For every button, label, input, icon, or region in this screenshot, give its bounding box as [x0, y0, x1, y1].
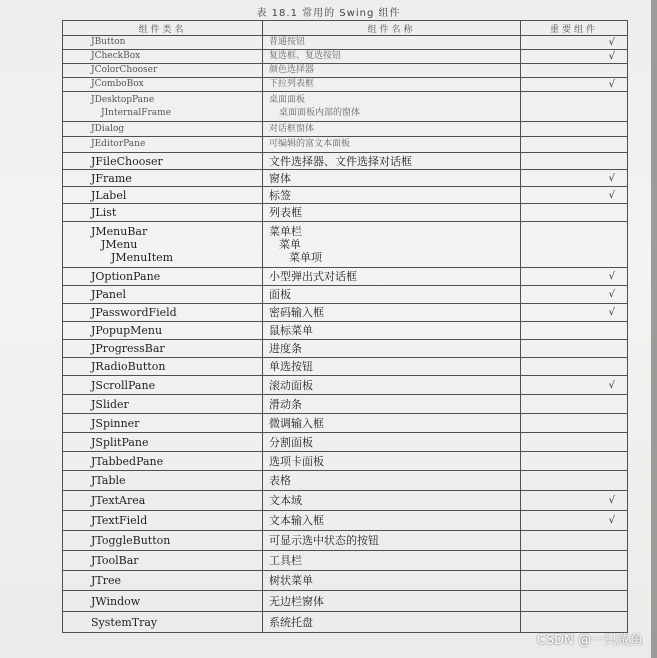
- component-class-cell: [63, 358, 263, 376]
- component-class-cell: [63, 50, 263, 64]
- component-class-cell: [63, 304, 263, 322]
- component-desc-cell: [263, 340, 521, 358]
- important-cell: [521, 511, 628, 531]
- component-desc-text: 微调输入框: [269, 416, 324, 430]
- component-desc-text: 复选框、复选按钮: [269, 51, 342, 61]
- component-class-name: JMenuItem: [111, 251, 174, 264]
- component-class-cell: [63, 286, 263, 304]
- component-class-name: JDialog: [91, 123, 125, 134]
- table-row: [63, 340, 628, 358]
- table-row: [63, 322, 628, 340]
- component-desc-cell: [263, 36, 521, 50]
- component-class-name: JRadioButton: [91, 360, 166, 373]
- component-desc-cell: [263, 358, 521, 376]
- important-cell: [521, 471, 628, 491]
- page-edge: [651, 0, 657, 658]
- component-desc-cell: [263, 286, 521, 304]
- component-class-name: JTabbedPane: [91, 454, 164, 468]
- component-class-name: JMenuBar: [91, 225, 148, 238]
- component-class-name: JSlider: [91, 397, 129, 411]
- table-header-row: [63, 21, 628, 36]
- component-class-cell: [63, 222, 263, 268]
- check-mark-icon: √: [608, 307, 615, 318]
- component-desc-text: 系统托盘: [269, 615, 313, 629]
- component-class-name: JCheckBox: [91, 51, 141, 61]
- component-class-cell: [63, 612, 263, 633]
- component-class-name: JInternalFrame: [101, 107, 172, 118]
- component-class-name: JSplitPane: [91, 435, 149, 449]
- component-desc-cell: [263, 78, 521, 92]
- component-desc-text: 对话框窗体: [269, 123, 315, 134]
- important-cell: [521, 591, 628, 612]
- component-class-cell: [63, 531, 263, 551]
- component-class-name: JList: [91, 206, 117, 219]
- component-desc-text: 颜色选择器: [269, 65, 315, 75]
- component-desc-text: 可显示选中状态的按钮: [269, 534, 379, 547]
- component-class-name: JButton: [91, 37, 126, 47]
- table-row: [63, 153, 628, 170]
- important-cell: [521, 376, 628, 395]
- table-row: [63, 304, 628, 322]
- component-class-name: JComboBox: [91, 79, 144, 89]
- component-class-cell: [63, 433, 263, 452]
- component-class-name: JScrollPane: [91, 378, 156, 392]
- check-mark-icon: √: [608, 379, 615, 391]
- component-desc-cell: [263, 64, 521, 78]
- component-desc-text: 表格: [269, 474, 291, 487]
- component-desc-cell: [263, 551, 521, 571]
- component-desc-cell: [263, 511, 521, 531]
- table-row: [63, 452, 628, 471]
- important-cell: [521, 491, 628, 511]
- important-cell: [521, 340, 628, 358]
- component-desc-text: 分割面板: [269, 435, 313, 449]
- component-class-cell: [63, 414, 263, 433]
- check-mark-icon: √: [608, 37, 615, 48]
- component-desc-cell: [263, 170, 521, 187]
- component-class-cell: [63, 170, 263, 187]
- important-cell: [521, 137, 628, 153]
- component-class-cell: [63, 78, 263, 92]
- component-class-cell: [63, 395, 263, 414]
- table-row: [63, 531, 628, 551]
- component-class-name: JSpinner: [91, 416, 140, 430]
- component-desc-cell: [263, 187, 521, 204]
- component-desc-cell: [263, 92, 521, 122]
- component-class-name: JTree: [91, 574, 122, 587]
- component-desc-text: 可编辑的富文本面板: [269, 139, 351, 149]
- table-row: [63, 571, 628, 591]
- important-cell: [521, 204, 628, 222]
- important-cell: [521, 122, 628, 137]
- component-desc-cell: [263, 591, 521, 612]
- component-desc-text: 滚动面板: [269, 378, 313, 392]
- component-desc-text: 工具栏: [269, 554, 302, 567]
- component-desc-cell: [263, 471, 521, 491]
- important-cell: [521, 268, 628, 286]
- component-desc-cell: [263, 204, 521, 222]
- component-desc-cell: [263, 137, 521, 153]
- component-desc-text: 普通按钮: [269, 37, 306, 47]
- check-mark-icon: √: [608, 495, 615, 506]
- component-desc-cell: [263, 153, 521, 170]
- table-row: [63, 433, 628, 452]
- table-row: [63, 491, 628, 511]
- table-row: [63, 511, 628, 531]
- important-cell: [521, 222, 628, 268]
- component-class-name: JPopupMenu: [91, 324, 163, 337]
- important-cell: [521, 531, 628, 551]
- component-class-name: JToggleButton: [91, 534, 171, 547]
- table-row: [63, 414, 628, 433]
- component-class-cell: [63, 376, 263, 395]
- table-row: [63, 204, 628, 222]
- component-desc-cell: [263, 376, 521, 395]
- important-cell: [521, 170, 628, 187]
- component-desc-text: 选项卡面板: [269, 454, 324, 468]
- component-desc-text: 鼠标菜单: [269, 324, 313, 337]
- component-desc-text: 菜单项: [289, 251, 322, 264]
- header-component-name: 组件名称: [263, 21, 521, 36]
- component-class-cell: [63, 204, 263, 222]
- component-desc-text: 滑动条: [269, 397, 302, 411]
- component-desc-text: 文件选择器、文件选择对话框: [269, 154, 412, 168]
- component-desc-cell: [263, 50, 521, 64]
- component-desc-text: 单选按钮: [269, 360, 313, 373]
- component-desc-cell: [263, 304, 521, 322]
- component-desc-cell: [263, 395, 521, 414]
- component-class-name: JToolBar: [91, 554, 139, 567]
- important-cell: [521, 78, 628, 92]
- component-class-cell: [63, 452, 263, 471]
- important-cell: [521, 358, 628, 376]
- component-class-name: JTable: [91, 474, 126, 487]
- table-row: [63, 36, 628, 50]
- component-desc-text: 桌面面板: [269, 94, 306, 105]
- component-desc-text: 树状菜单: [269, 574, 313, 587]
- component-class-name: JWindow: [91, 594, 141, 608]
- component-class-cell: [63, 64, 263, 78]
- table-row: [63, 358, 628, 376]
- component-desc-text: 进度条: [269, 342, 302, 355]
- component-class-cell: [63, 551, 263, 571]
- component-class-name: JLabel: [91, 188, 127, 202]
- component-class-name: JEditorPane: [91, 139, 146, 149]
- component-desc-text: 菜单: [279, 238, 301, 251]
- important-cell: [521, 571, 628, 591]
- check-mark-icon: √: [608, 189, 615, 201]
- important-cell: [521, 64, 628, 78]
- check-mark-icon: √: [608, 271, 615, 282]
- component-desc-cell: [263, 612, 521, 633]
- important-cell: [521, 551, 628, 571]
- table-row: [63, 170, 628, 187]
- component-desc-text: 文本输入框: [269, 514, 324, 527]
- table-row: [63, 376, 628, 395]
- component-desc-text: 窗体: [269, 171, 291, 185]
- important-cell: [521, 50, 628, 64]
- check-mark-icon: √: [608, 172, 615, 184]
- component-class-name: JProgressBar: [91, 342, 165, 355]
- header-important: 重要组件: [521, 21, 628, 36]
- check-mark-icon: √: [608, 515, 615, 526]
- component-class-cell: [63, 471, 263, 491]
- component-desc-cell: [263, 122, 521, 137]
- component-class-cell: [63, 511, 263, 531]
- table-caption: 表 18.1 常用的 Swing 组件: [256, 8, 401, 19]
- component-class-name: SystemTray: [91, 615, 158, 629]
- component-desc-text: 密码输入框: [269, 306, 324, 319]
- component-desc-text: 面板: [269, 288, 291, 301]
- component-desc-text: 列表框: [269, 206, 302, 219]
- component-desc-cell: [263, 322, 521, 340]
- component-class-cell: [63, 36, 263, 50]
- component-class-cell: [63, 268, 263, 286]
- component-class-name: JDesktopPane: [91, 94, 155, 105]
- component-class-cell: [63, 122, 263, 137]
- important-cell: [521, 433, 628, 452]
- component-desc-cell: [263, 433, 521, 452]
- component-class-cell: [63, 187, 263, 204]
- component-class-name: JTextArea: [91, 494, 146, 507]
- component-desc-cell: [263, 414, 521, 433]
- component-desc-text: 标签: [269, 188, 291, 202]
- table-row: [63, 551, 628, 571]
- component-desc-cell: [263, 268, 521, 286]
- table-row: [63, 222, 628, 268]
- table-row: [63, 471, 628, 491]
- component-desc-text: 下拉列表框: [269, 79, 315, 89]
- component-class-name: JPasswordField: [91, 306, 177, 319]
- component-class-cell: [63, 92, 263, 122]
- table-row: [63, 50, 628, 64]
- component-class-name: JMenu: [101, 238, 138, 251]
- component-desc-cell: [263, 531, 521, 551]
- component-desc-cell: [263, 222, 521, 268]
- component-desc-cell: [263, 491, 521, 511]
- table-row: [63, 268, 628, 286]
- component-desc-text: 桌面面板内部的窗体: [279, 107, 361, 118]
- component-class-cell: [63, 491, 263, 511]
- component-class-cell: [63, 137, 263, 153]
- table-row: [63, 122, 628, 137]
- component-desc-text: 无边栏窗体: [269, 594, 324, 608]
- table-row: [63, 92, 628, 122]
- check-mark-icon: √: [608, 289, 615, 300]
- component-class-name: JColorChooser: [91, 65, 158, 75]
- important-cell: [521, 187, 628, 204]
- table-row: [63, 137, 628, 153]
- component-class-cell: [63, 591, 263, 612]
- component-class-cell: [63, 153, 263, 170]
- component-class-name: JPanel: [91, 288, 126, 301]
- important-cell: [521, 286, 628, 304]
- component-desc-text: 小型弹出式对话框: [269, 270, 357, 283]
- important-cell: [521, 452, 628, 471]
- component-class-name: JFrame: [91, 171, 132, 185]
- important-cell: [521, 153, 628, 170]
- important-cell: [521, 304, 628, 322]
- important-cell: [521, 414, 628, 433]
- component-desc-text: 文本域: [269, 494, 302, 507]
- important-cell: [521, 36, 628, 50]
- component-class-cell: [63, 571, 263, 591]
- check-mark-icon: √: [608, 51, 615, 62]
- component-class-name: JFileChooser: [91, 154, 163, 168]
- table-row: [63, 395, 628, 414]
- swing-components-table: [62, 20, 628, 633]
- table-row: [63, 187, 628, 204]
- component-class-name: JTextField: [91, 514, 148, 527]
- csdn-watermark: CSDN @一只咸鱼: [536, 633, 643, 648]
- important-cell: [521, 395, 628, 414]
- check-mark-icon: √: [608, 79, 615, 90]
- component-class-cell: [63, 340, 263, 358]
- component-desc-cell: [263, 571, 521, 591]
- table-row: [63, 286, 628, 304]
- component-desc-text: 菜单栏: [269, 225, 302, 238]
- component-class-cell: [63, 322, 263, 340]
- important-cell: [521, 322, 628, 340]
- table-row: [63, 591, 628, 612]
- table-row: [63, 78, 628, 92]
- component-class-name: JOptionPane: [91, 270, 161, 283]
- important-cell: [521, 92, 628, 122]
- header-component-class: 组件类名: [63, 21, 263, 36]
- table-row: [63, 64, 628, 78]
- component-desc-cell: [263, 452, 521, 471]
